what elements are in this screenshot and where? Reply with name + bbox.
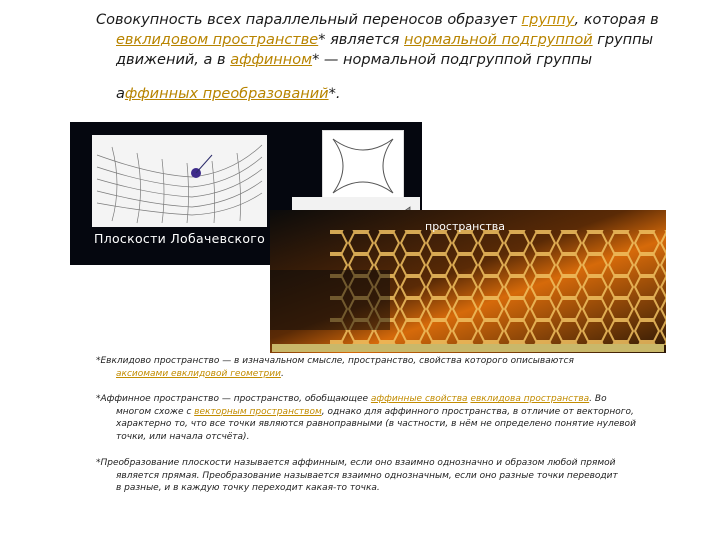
footnote-text: в разные, и в каждую точку переходит какая-то точка. (116, 483, 380, 493)
text: движений, а в (116, 52, 231, 68)
text: . (280, 368, 284, 379)
link-euclid-axioms[interactable]: аксиомами евклидовой геометрии (116, 368, 281, 379)
hyperbolic-triangle-image (322, 130, 404, 202)
footnote-euclid (96, 355, 696, 380)
footnote-affine-space (96, 393, 696, 443)
line-3 (96, 50, 696, 70)
footnote-affine-transform (96, 457, 696, 495)
text: , которая в (574, 12, 659, 28)
curved-triangle-icon (323, 131, 403, 201)
text: а (116, 86, 125, 102)
link-euclid-space[interactable]: евклидовом пространстве (116, 32, 319, 48)
link-normal-subgroup[interactable]: нормальной подгруппой (404, 32, 593, 48)
link-euclid-space-2[interactable]: евклидова пространства (470, 394, 590, 404)
main-paragraph (96, 10, 696, 104)
link-gruppa[interactable]: группу (521, 12, 575, 28)
honeycomb-tab-strip (272, 344, 664, 352)
text: * — нормальной подгруппой группы (312, 52, 593, 68)
text: * является (318, 32, 405, 48)
hyperbolic-plot-image (92, 135, 267, 227)
text: . Во (589, 394, 607, 404)
hyperbolic-surface-icon (92, 135, 267, 227)
line-1 (96, 10, 696, 30)
figure-caption: Плоскости Лобачевского (94, 231, 266, 246)
link-vector-space[interactable]: векторным пространством (194, 406, 322, 417)
footnote-text: *Аффинное пространство — пространство, обобщающее (96, 394, 371, 404)
line-2 (96, 30, 696, 50)
text: группы (592, 32, 654, 48)
text: Совокупность всех параллельный переносов образует (96, 12, 522, 28)
footnote-text: точки, или начала отсчёта). (116, 431, 250, 442)
text: многом схоже с (116, 406, 195, 417)
footnote-text: *Евклидово пространство — в изначальном смысле, пространство, свойства которого описываются (96, 356, 574, 366)
footnote-text: является прямая. Преобразование называется взаимно однозначным, если оно разные точки переводит (116, 470, 618, 481)
link-affine-transformations[interactable]: ффинных преобразований (124, 86, 329, 102)
honeycomb-title: пространства (425, 220, 505, 233)
text: *. (328, 86, 341, 102)
text: , однако для аффинного пространства, в отличие от векторного, (321, 406, 634, 417)
link-affine[interactable]: аффинном (230, 52, 313, 68)
footnote-text: *Преобразование плоскости называется аффинным, если оно взаимно однозначно и образом любой прямой (96, 458, 616, 468)
footnote-text: характерно то, что все точки являются равноправными (в частности, в нём не определено понятие нулевой (116, 419, 636, 429)
line-4 (96, 84, 696, 104)
link-affine-properties[interactable]: аффинные свойства (370, 394, 468, 404)
